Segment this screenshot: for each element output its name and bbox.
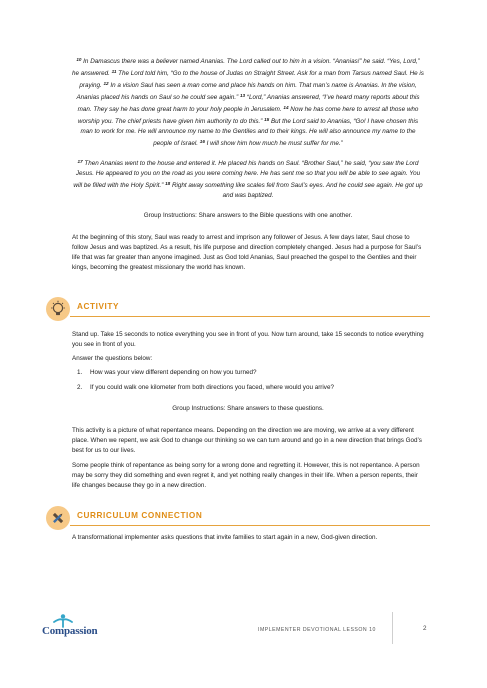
verse-number: 13 xyxy=(239,93,246,98)
activity-explanation-1: This activity is a picture of what repentance means. Depending on the direction we are moving, we arrive at a very different place. When we repent, we ask God to change our thinking so we can turn around and go in a new direction that brings God’s best for us to our lives. xyxy=(72,427,422,454)
verse-number: 16 xyxy=(199,139,205,144)
curriculum-header xyxy=(46,506,430,530)
verse-number: 10 xyxy=(76,57,82,62)
list-item xyxy=(72,383,426,393)
footer-divider xyxy=(392,612,393,644)
pencil-ruler-icon xyxy=(46,506,70,530)
page-number: 2 xyxy=(423,625,427,632)
verse-number: 11 xyxy=(111,69,117,74)
list-item xyxy=(72,368,426,378)
verse-text: I will show him how much he must suffer for me.” xyxy=(204,140,343,147)
verse-number: 15 xyxy=(264,117,270,122)
activity-title: ACTIVITY xyxy=(77,302,120,311)
verse-text: “Lord,” Ananias answered, “I’ve heard many reports about this man. They say he has done great harm to your holy people in Jerusalem. xyxy=(77,94,420,113)
verse-number: 18 xyxy=(165,181,171,186)
question-number: 2. xyxy=(77,384,83,391)
curriculum-title: CURRICULUM CONNECTION xyxy=(77,511,203,520)
verse-text: The Lord told him, “Go to the house of Judas on Straight Street. Ask for a man from Tarsus named Saul. He is praying. xyxy=(79,70,424,89)
activity-header-rule xyxy=(70,316,430,317)
question-number: 1. xyxy=(77,369,83,376)
curriculum-text: A transformational implementer asks questions that invite families to start again in a new, God-given direction. xyxy=(72,534,378,541)
footer-label: IMPLEMENTER DEVOTIONAL LESSON 10 xyxy=(258,627,376,633)
activity-header xyxy=(46,297,430,321)
question-list xyxy=(72,368,426,398)
questions-intro: Answer the questions below: xyxy=(72,355,153,362)
verse-number: 17 xyxy=(77,159,83,164)
lightbulb-icon xyxy=(46,297,70,321)
verse-text: In a vision Saul has seen a man come and place his hands on him. That man’s name is Ananias. In the vision, Ananias placed his hands on Saul so he could see again.” xyxy=(76,82,417,101)
scripture-passage-1 xyxy=(72,55,424,149)
question-text: How was your view different depending on how you turned? xyxy=(90,369,257,376)
scripture-passage-2 xyxy=(72,157,424,201)
group-instructions-bible: Group Instructions: Share answers to the Bible questions with one another. xyxy=(143,212,353,219)
verse-text: Now he has come here to arrest all those who worship you. The chief priests have given him authority to do this.” xyxy=(77,106,419,125)
group-instructions-activity: Group Instructions: Share answers to these questions. xyxy=(172,405,324,412)
activity-instructions: Stand up. Take 15 seconds to notice everything you see in front of you. Now turn around, take 15 seconds to notice everything you see in front of you. xyxy=(72,331,424,348)
verse-text: But the Lord said to Ananias, “Go! I have chosen this man to work for me. He will announce my name to the Gentiles and to their kings. He will also announce my name to the people of Israel. xyxy=(80,118,419,147)
verse-number: 14 xyxy=(283,105,289,110)
activity-explanation-2: Some people think of repentance as being sorry for a wrong done and regretting it. However, this is not repentance. A person may be sorry they did something and even regret it, and yet nothing really changes in their life. When a person repents, their life changes because they go in a new direction. xyxy=(72,462,420,489)
verse-text: Right away something like scales fell from Saul’s eyes. And he could see again. He got up and was baptized. xyxy=(170,182,423,199)
intro-paragraph: At the beginning of this story, Saul was ready to arrest and imprison any follower of Jesus. A few days later, Saul chose to follow Jesus and was baptized. As a result, his life purpose and direction completely changed. Jesus had a purpose for Saul’s life that was far greater than anyone imagined. Just as God told Ananias, Saul preached the gospel to the Gentiles and their kings, becoming the greatest missionary the world has known. xyxy=(72,234,422,271)
curriculum-header-rule xyxy=(70,525,430,526)
verse-text: Then Ananias went to the house and entered it. He placed his hands on Saul. “Brother Saul,” he said, “you saw the Lord Jesus. He appeared to you on the road as you were coming here. He has sent me so that you will be able to see again. You will be filled with the Holy Spirit.” xyxy=(73,160,421,189)
verse-text: In Damascus there was a believer named Ananias. The Lord called out to him in a vision. “Ananias!” he said. “Yes, Lord,” he answered. xyxy=(72,58,420,77)
verse-number: 12 xyxy=(103,81,109,86)
compassion-logo xyxy=(42,614,112,640)
question-text: If you could walk one kilometer from both directions you faced, where would you arrive? xyxy=(90,384,334,391)
compassion-logo-text: Compassion xyxy=(42,625,98,637)
